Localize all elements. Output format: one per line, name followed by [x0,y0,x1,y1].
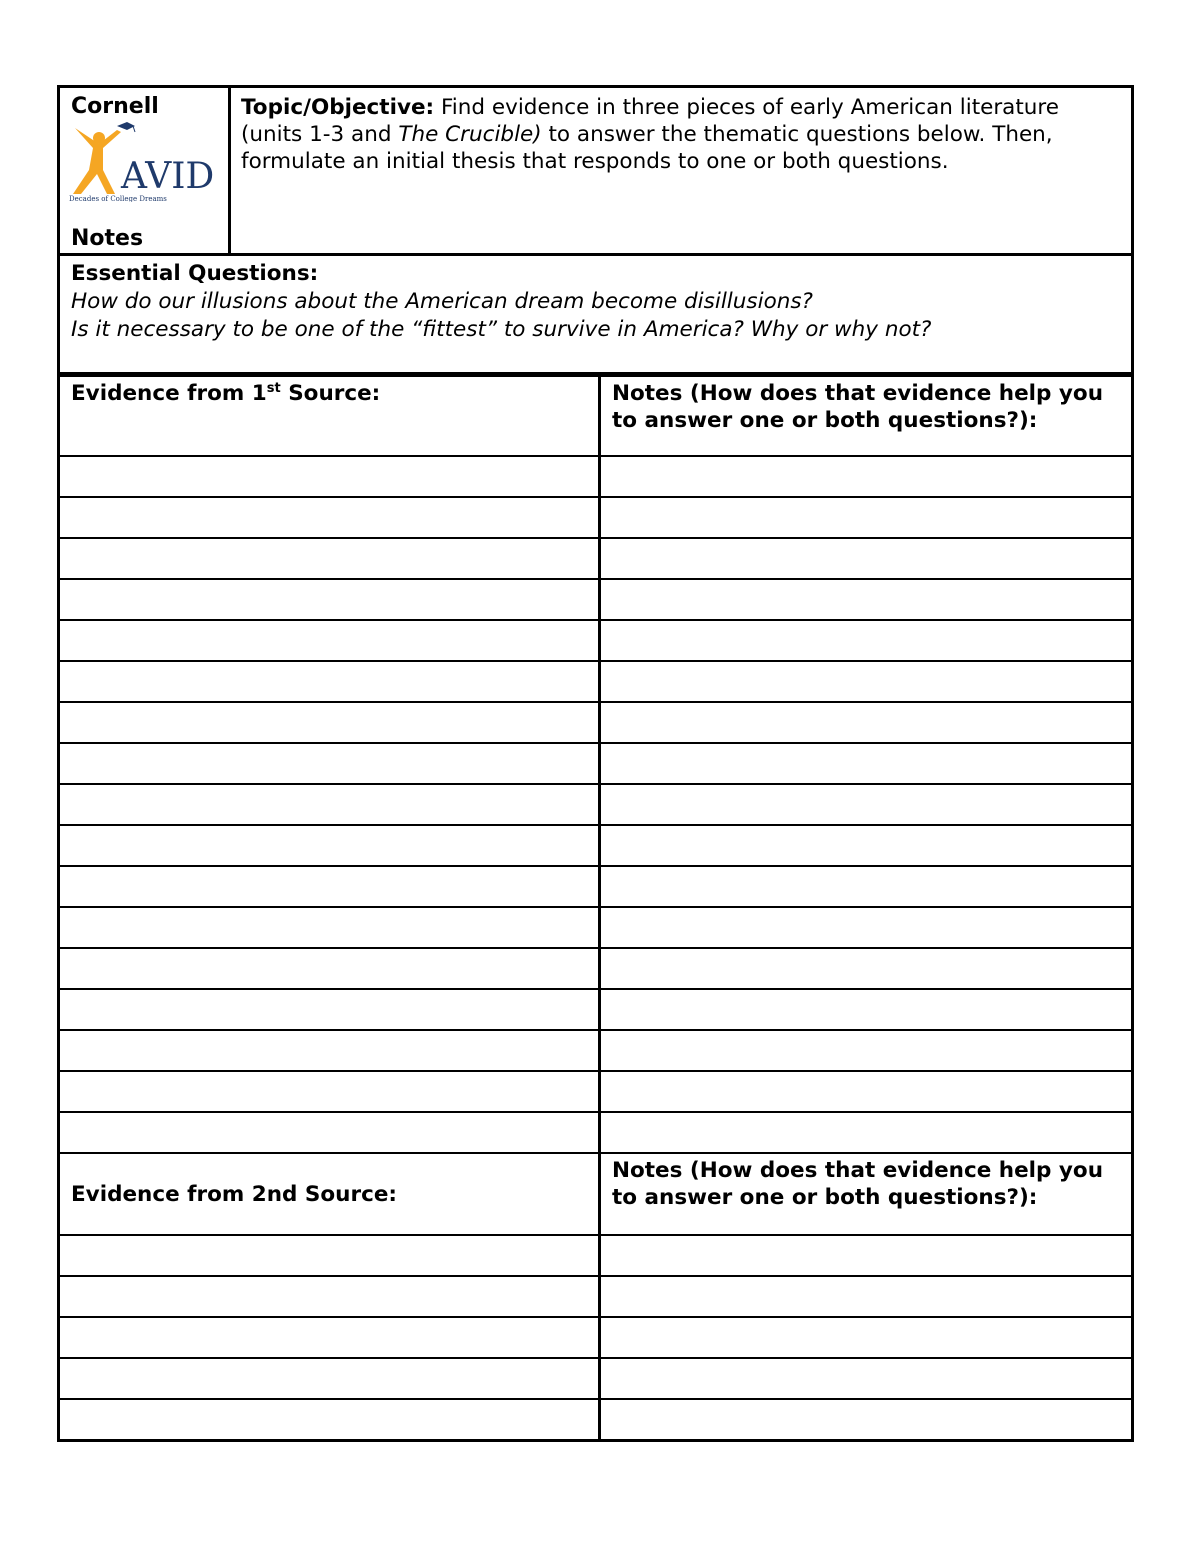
writing-line-row [59,866,1133,907]
notes-line[interactable] [600,1399,1133,1441]
notes-line[interactable] [600,1358,1133,1399]
evidence-line[interactable] [59,989,600,1030]
writing-line-row [59,620,1133,661]
evidence-line[interactable] [59,948,600,989]
header-left-cell [59,87,230,255]
notes-line[interactable] [600,620,1133,661]
notes-line[interactable] [600,989,1133,1030]
avid-logo [69,120,217,202]
writing-line-row [59,1071,1133,1112]
writing-line-row [59,497,1133,538]
evidence-line[interactable] [59,1276,600,1317]
topic-text-1: Find evidence in three pieces of early American literature (units 1-3 and [241,95,1060,147]
evidence-line[interactable] [59,456,600,497]
topic-label: Topic/Objective: [241,95,435,120]
header-table [57,85,1134,375]
essential-questions-cell [59,255,1133,374]
evidence-line[interactable] [59,784,600,825]
avid-wordmark: AVID [121,156,215,197]
evidence-line[interactable] [59,1235,600,1276]
writing-line-row [59,1399,1133,1441]
writing-line-row [59,989,1133,1030]
evidence-table [57,375,1134,1442]
evidence-line[interactable] [59,1071,600,1112]
writing-line-row [59,907,1133,948]
notes-line[interactable] [600,497,1133,538]
notes-line[interactable] [600,579,1133,620]
notes-line[interactable] [600,907,1133,948]
notes-line[interactable] [600,538,1133,579]
notes-line[interactable] [600,1030,1133,1071]
writing-line-row [59,743,1133,784]
writing-line-row [59,784,1133,825]
writing-line-row [59,456,1133,497]
evidence-line[interactable] [59,497,600,538]
evidence-line[interactable] [59,538,600,579]
writing-line-row [59,1112,1133,1153]
notes-line[interactable] [600,1071,1133,1112]
evidence-line[interactable] [59,907,600,948]
evidence-line[interactable] [59,1112,600,1153]
evidence-line[interactable] [59,1317,600,1358]
notes-line[interactable] [600,1317,1133,1358]
writing-line-row [59,702,1133,743]
writing-line-row [59,538,1133,579]
evidence-line[interactable] [59,743,600,784]
writing-line-row [59,1276,1133,1317]
evidence-2-header: Evidence from 2nd Source: [59,1153,600,1235]
cornell-notes-sheet [57,85,1131,1442]
notes-line[interactable] [600,456,1133,497]
section-2-rows [59,1235,1133,1441]
writing-line-row [59,1317,1133,1358]
topic-italic: The Crucible) [398,122,542,147]
evidence-line[interactable] [59,1358,600,1399]
notes-line[interactable] [600,1276,1133,1317]
evidence-line[interactable] [59,620,600,661]
evidence-line[interactable] [59,702,600,743]
evidence-line[interactable] [59,866,600,907]
writing-line-row [59,825,1133,866]
notes-1-header: Notes (How does that evidence help you to answer one or both questions?): [600,376,1133,456]
notes-line[interactable] [600,948,1133,989]
evidence-line[interactable] [59,825,600,866]
evidence-line[interactable] [59,1399,600,1441]
writing-line-row [59,579,1133,620]
writing-line-row [59,948,1133,989]
notes-2-header: Notes (How does that evidence help you to answer one or both questions?): [600,1153,1133,1235]
section-1-rows [59,456,1133,1153]
evidence-line[interactable] [59,661,600,702]
evidence-line[interactable] [59,579,600,620]
notes-line[interactable] [600,866,1133,907]
essential-questions-label: Essential Questions: [71,261,319,286]
cap-icon [117,122,135,130]
cornell-label: Cornell [71,94,159,119]
notes-line[interactable] [600,702,1133,743]
notes-label: Notes [71,226,144,251]
writing-line-row [59,1358,1133,1399]
notes-line[interactable] [600,1112,1133,1153]
essential-question-1: How do our illusions about the American dream become disillusions? [71,289,813,314]
notes-line[interactable] [600,825,1133,866]
topic-cell [230,87,1133,255]
notes-line[interactable] [600,661,1133,702]
writing-line-row [59,1030,1133,1071]
topic-text-2: to answer the thematic questions below. Then, formulate an initial thesis that responds to one or both questions. [241,122,1053,174]
writing-line-row [59,1235,1133,1276]
evidence-1-header: Evidence from 1st Source: [59,376,600,456]
essential-question-2: Is it necessary to be one of the “fittest” to survive in America? Why or why not? [71,317,932,342]
notes-line[interactable] [600,743,1133,784]
writing-line-row [59,661,1133,702]
evidence-line[interactable] [59,1030,600,1071]
notes-line[interactable] [600,784,1133,825]
avid-tagline: Decades of College Dreams [69,195,167,202]
notes-line[interactable] [600,1235,1133,1276]
